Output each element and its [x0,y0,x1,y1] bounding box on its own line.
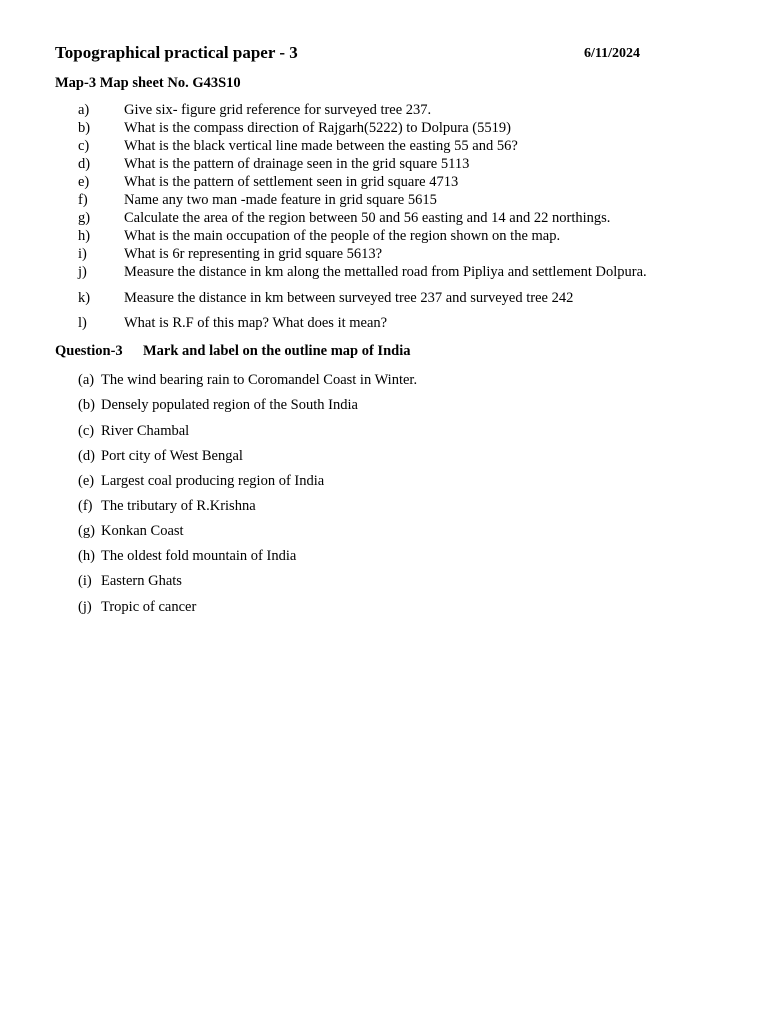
item-label: d) [78,156,91,172]
item-text: Calculate the area of the region between 50 and 56 easting and 14 and 22 northings. [124,210,611,226]
item-text: What is the pattern of settlement seen in grid square 4713 [124,174,459,190]
item-label: (j) [78,599,92,615]
item-label: l) [78,315,87,331]
paper-date: 6/11/2024 [584,46,641,61]
question-instruction: Mark and label on the outline map of India [143,343,411,359]
question-3-heading [55,343,411,360]
item-label: (i) [78,573,92,589]
item-text: Eastern Ghats [101,573,182,589]
item-label: (a) [78,372,95,388]
item-text: What is the compass direction of Rajgarh(5222) to Dolpura (5519) [124,120,511,136]
item-label: (b) [78,397,95,413]
item-label: (d) [78,448,95,464]
item-text: What is the pattern of drainage seen in the grid square 5113 [124,156,470,172]
item-text: Konkan Coast [101,523,184,539]
item-text: What is R.F of this map? What does it mean? [124,315,388,331]
item-text: The tributary of R.Krishna [101,498,256,514]
item-text: Largest coal producing region of India [101,473,325,489]
item-label: k) [78,290,91,306]
item-label: j) [78,264,87,280]
item-label: (h) [78,548,95,564]
item-text: River Chambal [101,423,190,439]
item-text: Name any two man -made feature in grid square 5615 [124,192,437,208]
item-text: Give six- figure grid reference for surveyed tree 237. [124,102,432,118]
item-label: (f) [78,498,93,514]
item-label: g) [78,210,91,226]
item-label: (g) [78,523,95,539]
item-label: h) [78,228,91,244]
item-text: Measure the distance in km along the mettalled road from Pipliya and settlement Dolpura. [124,264,647,280]
item-text: Port city of West Bengal [101,448,243,464]
item-label: e) [78,174,90,190]
item-text: Densely populated region of the South India [101,397,358,413]
item-label: f) [78,192,88,208]
item-label: (c) [78,423,95,439]
item-label: a) [78,102,90,118]
item-text: What is the black vertical line made between the easting 55 and 56? [124,138,518,154]
map-sheet-heading: Map-3 Map sheet No. G43S10 [55,75,241,91]
item-text: What is 6r representing in grid square 5613? [124,246,383,262]
item-label: i) [78,246,87,262]
page-title: Topographical practical paper - 3 [55,43,298,62]
item-label: (e) [78,473,95,489]
item-text: Tropic of cancer [101,599,197,615]
item-text: The oldest fold mountain of India [101,548,297,564]
item-label: b) [78,120,91,136]
item-label: c) [78,138,90,154]
item-text: What is the main occupation of the people of the region shown on the map. [124,228,561,244]
item-text: The wind bearing rain to Coromandel Coast in Winter. [101,372,418,388]
question-number: Question-3 [55,343,123,359]
item-text: Measure the distance in km between surveyed tree 237 and surveyed tree 242 [124,290,574,306]
